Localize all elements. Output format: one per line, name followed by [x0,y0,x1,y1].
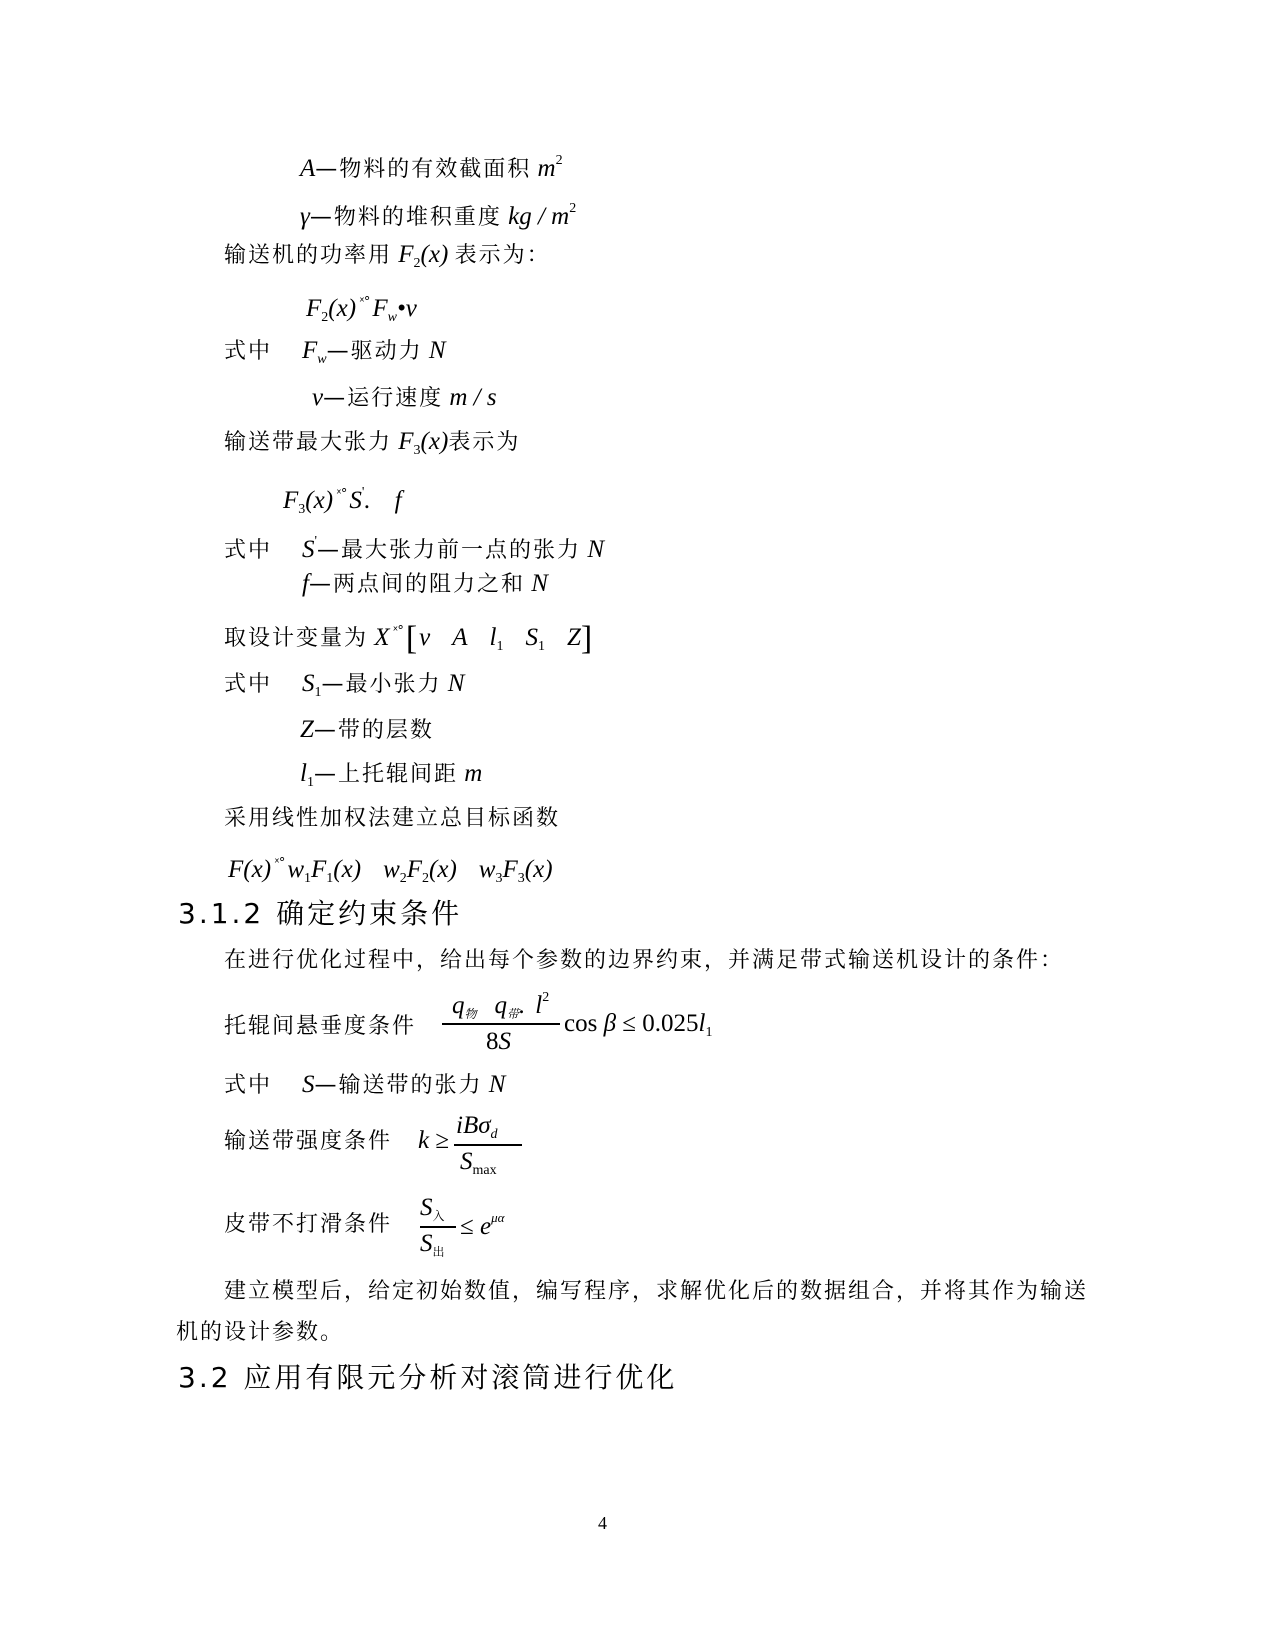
constraint-intro-line [224,946,1064,976]
sag-formula: $q_物$ $q_带$. $l^2$ 8S $\cos \beta \le 0.025l_1$ [442,990,742,1060]
def-f-line: f—两点间的阻力之和 N [302,570,548,597]
def-S1-text: —最小张力 [321,672,442,697]
def-gamma-line [300,194,576,233]
unit-m2: $m^2$ [531,153,563,182]
where-Fw-line: 式中 $F_w—$驱动力 N [224,337,446,367]
noslip-label: 皮带不打滑条件 [224,1212,393,1237]
weighted-intro-line [224,804,560,834]
design-vars-text: 取设计变量为 [224,626,369,651]
sag-label-line [224,1012,416,1042]
def-v-text: —运行速度 [323,386,444,411]
where-S-line: 式中 S—输送带的张力 N [224,1071,506,1098]
heading-3-2: 3.2 应用有限元分析对滚筒进行优化 [178,1361,678,1394]
power-intro-text: 输送机的功率用 [224,243,393,268]
def-Sprime-text: —最大张力前一点的张力 [317,538,582,563]
constraint-intro-text: 在进行优化过程中，给出每个参数的边界约束，并满足带式输送机设计的条件： [224,948,1065,973]
tension-intro-text: 输送带最大张力 [224,430,393,455]
design-vars-line: 取设计变量为 X $^{ˣ^\circ}$[v A $l_1$ $S_1$ Z] [224,620,595,657]
power-intro-end: 表示为： [454,243,551,268]
def-S-text: —输送带的张力 [314,1073,483,1098]
def-A-text: —物料的有效截面积 [315,157,532,182]
def-f-text: —两点间的阻力之和 [308,572,525,597]
formula-F2x: $F_2(x)$ [392,241,449,271]
page-number: 4 [598,1513,607,1533]
strength-label-line [224,1127,392,1157]
unit-kg-m2: kg / $m^2$ [501,201,577,230]
def-Fw-text: —驱动力 [326,339,423,364]
def-gamma-text: —物料的堆积重度 [309,205,502,230]
def-l1-line: $l_1—$上托辊间距 m [300,760,483,790]
tension-intro-line: 输送带最大张力 $F_3(x)$表示为 [224,428,521,458]
noslip-formula: $S_入$ $S_出$ ≤ $e^{\mu\alpha}$ [420,1194,505,1259]
where-label: 式中 [224,339,273,364]
closing-line-1 [224,1277,1088,1307]
noslip-label-line [224,1210,392,1240]
heading-3-1-2: 3.1.2 确定约束条件 [178,897,463,930]
closing-line-2 [176,1318,344,1348]
closing-text-2: 机的设计参数。 [176,1320,345,1345]
equals-glyph: ˣ° [359,295,370,310]
sag-label: 托辊间悬垂度条件 [224,1014,417,1039]
def-Z-line: Z—带的层数 [300,716,434,743]
weighted-intro-text: 采用线性加权法建立总目标函数 [224,806,561,831]
formula-power: $F_2(x)$ $^{ˣ^\circ}$ $F_w•v$ [306,295,417,325]
where-Sprime-line: 式中 S'—最大张力前一点的张力 N [224,534,604,563]
power-intro-line [224,240,551,279]
def-Z-text: —带的层数 [313,718,434,743]
formula-objective: F(x) $^{ˣ^\circ}$ $w_1F_1(x)$ $w_2F_2(x)$ $w_3F_3(x)$ [228,856,553,886]
tension-intro-end: 表示为 [448,430,521,455]
formula-tension: $F_3(x)$ $^{ˣ^\circ}$ S'. f [283,485,402,517]
strength-formula: k ≥ iBσ$_d$ Smax [418,1112,538,1180]
def-l1-text: —上托辊间距 [313,762,458,787]
symbol-gamma: γ [300,203,310,230]
where-S1-line: 式中 $S_1—$最小张力 N [224,670,465,700]
strength-label: 输送带强度条件 [224,1129,393,1154]
symbol-A: A [300,155,316,182]
def-v-line: v—运行速度 m / s [312,384,497,411]
def-A-line [300,146,563,185]
closing-text-1: 建立模型后，给定初始数值，编写程序，求解优化后的数据组合，并将其作为输送 [224,1279,1089,1304]
